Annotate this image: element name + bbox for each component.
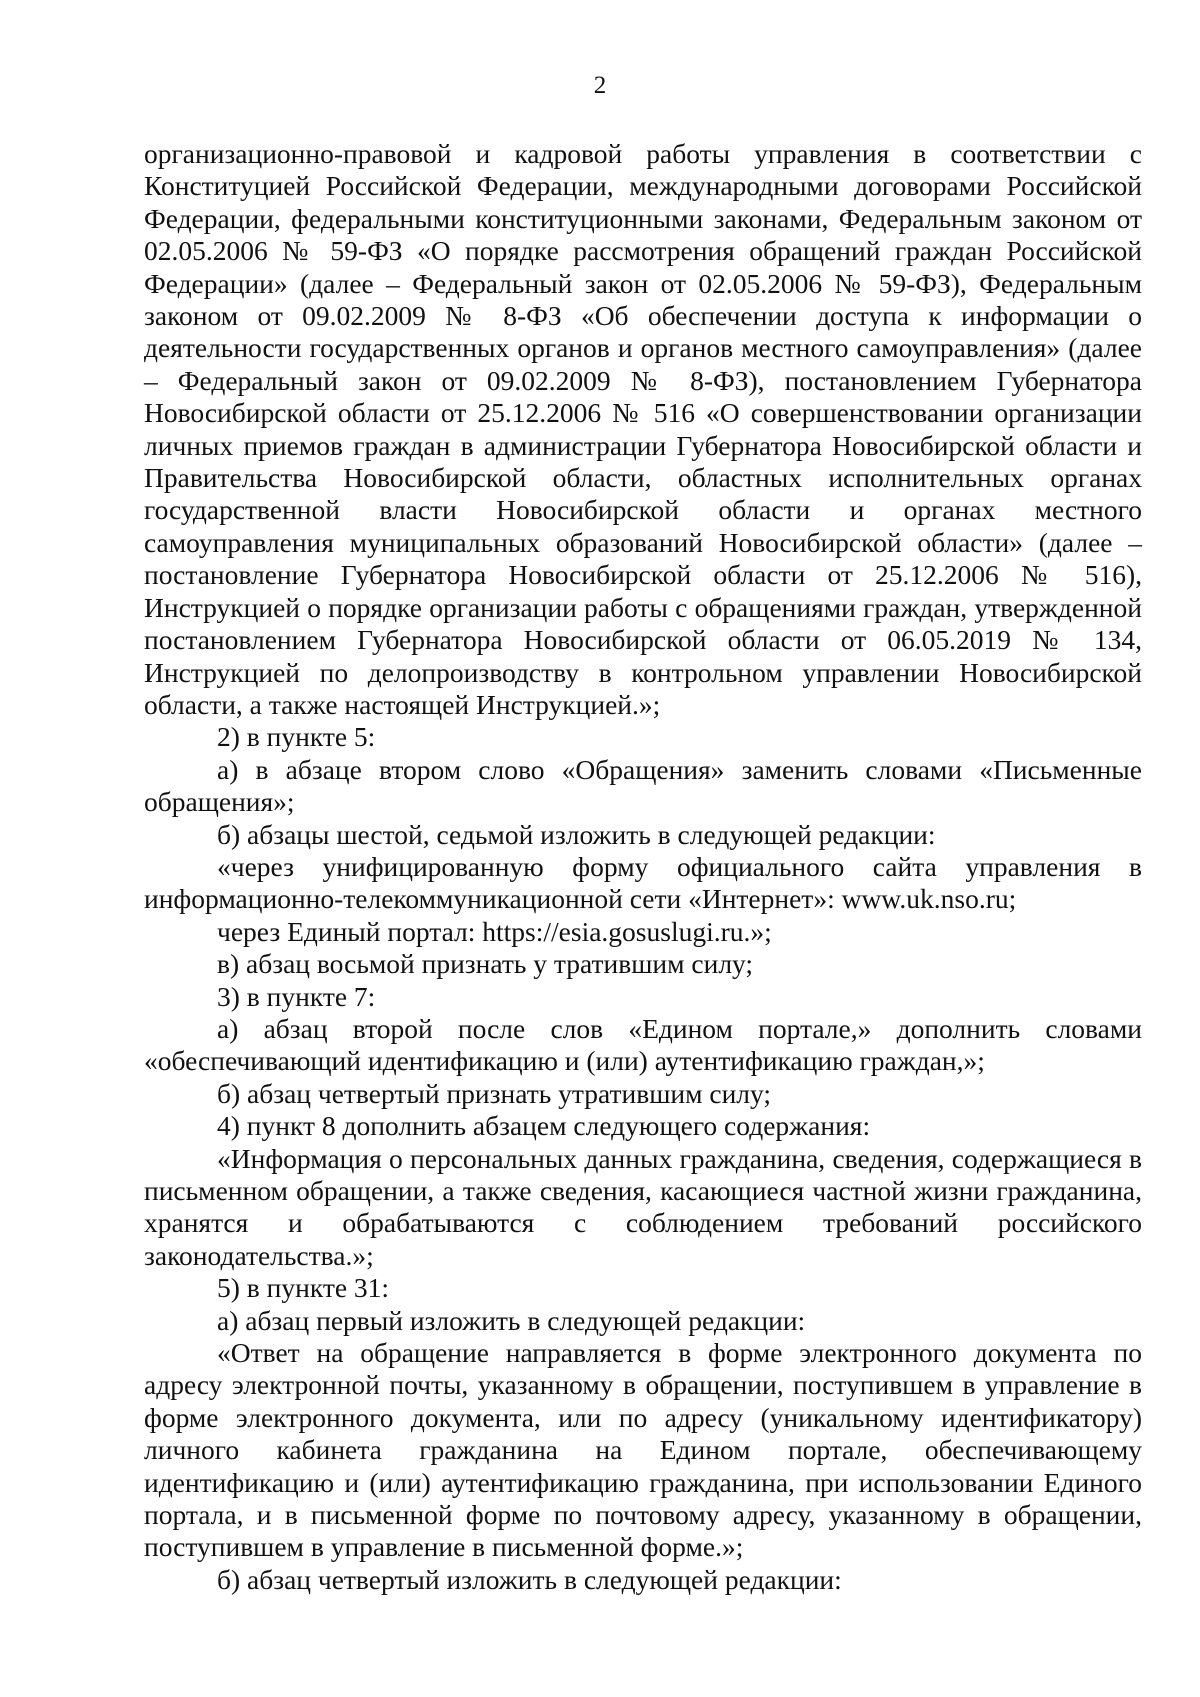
paragraph: 5) в пункте 31: — [217, 1272, 390, 1304]
paragraph: в) абзац восьмой признать у тратившим силу; — [217, 948, 754, 980]
paragraph: «Ответ на обращение направляется в форме электронного документа по адресу электронной почты, указанному в обращении, поступившем в управление в форме электронного документа, или по адресу (уникальному идентификатору) личного кабинета гражданина на Едином портале, обеспечивающему идентификацию и (или) аутентификацию гражданина, при использовании Единого портала, и в письменной форме по почтовому адресу, указанному в обращении, поступившем в управление в письменной форме.»; — [144, 1337, 1142, 1563]
page-number: 2 — [593, 72, 607, 99]
paragraph: организационно-правовой и кадровой работы управления в соответствии с Конституцией Российской Федерации, международными договорами Российской Федерации, федеральными конституционными законами, Федеральным законом от 02.05.2006 № 59-ФЗ «О порядке рассмотрения обращений граждан Российской Федерации» (далее – Федеральный закон от 02.05.2006 № 59-ФЗ), Федеральным законом от 09.02.2009 № 8-ФЗ «Об обеспечении доступа к информации о деятельности государственных органов и органов местного самоуправления» (далее – Федеральный закон от 09.02.2009 № 8-ФЗ), постановлением Губернатора Новосибирской области от 25.12.2006 № 516 «О совершенствовании организации личных приемов граждан в администрации Губернатора Новосибирской области и Правительства Новосибирской области, областных исполнительных органах государственной власти Новосибирской области и органах местного самоуправления муниципальных образований Новосибирской области» (далее – постановление Губернатора Новосибирской области от 25.12.2006 № 516), Инструкцией о порядке организации работы с обращениями граждан, утвержденной постановлением Губернатора Новосибирской области от 06.05.2019 № 134, Инструкцией по делопроизводству в контрольном управлении Новосибирской области, а также настоящей Инструкцией.»; — [144, 138, 1142, 720]
paragraph: 2) в пункте 5: — [217, 721, 376, 753]
paragraph: «через унифицированную форму официального сайта управления в информационно-телекоммуникационной сети «Интернет»: www.uk.nso.ru; — [144, 850, 1142, 915]
paragraph: а) в абзаце втором слово «Обращения» заменить словами «Письменные обращения»; — [144, 753, 1142, 818]
paragraph: «Информация о персональных данных гражданина, сведения, содержащиеся в письменном обращении, а также сведения, касающиеся частной жизни гражданина, хранятся и обрабатываются с соблюдением требований российского законодательства.»; — [144, 1142, 1142, 1271]
document-body — [144, 138, 1142, 1596]
paragraph: а) абзац второй после слов «Едином портале,» дополнить словами «обеспечивающий идентификацию и (или) аутентификацию граждан,»; — [144, 1012, 1142, 1077]
paragraph: через Единый портал: https://esia.gosuslugi.ru.»; — [217, 915, 772, 947]
paragraph: б) абзац четвертый признать утратившим силу; — [217, 1077, 772, 1109]
paragraph: а) абзац первый изложить в следующей редакции: — [217, 1304, 806, 1336]
paragraph: б) абзац четвертый изложить в следующей редакции: — [217, 1563, 842, 1595]
paragraph: 4) пункт 8 дополнить абзацем следующего содержания: — [217, 1110, 871, 1142]
paragraph: б) абзацы шестой, седьмой изложить в следующей редакции: — [217, 818, 936, 850]
paragraph: 3) в пункте 7: — [217, 980, 376, 1012]
